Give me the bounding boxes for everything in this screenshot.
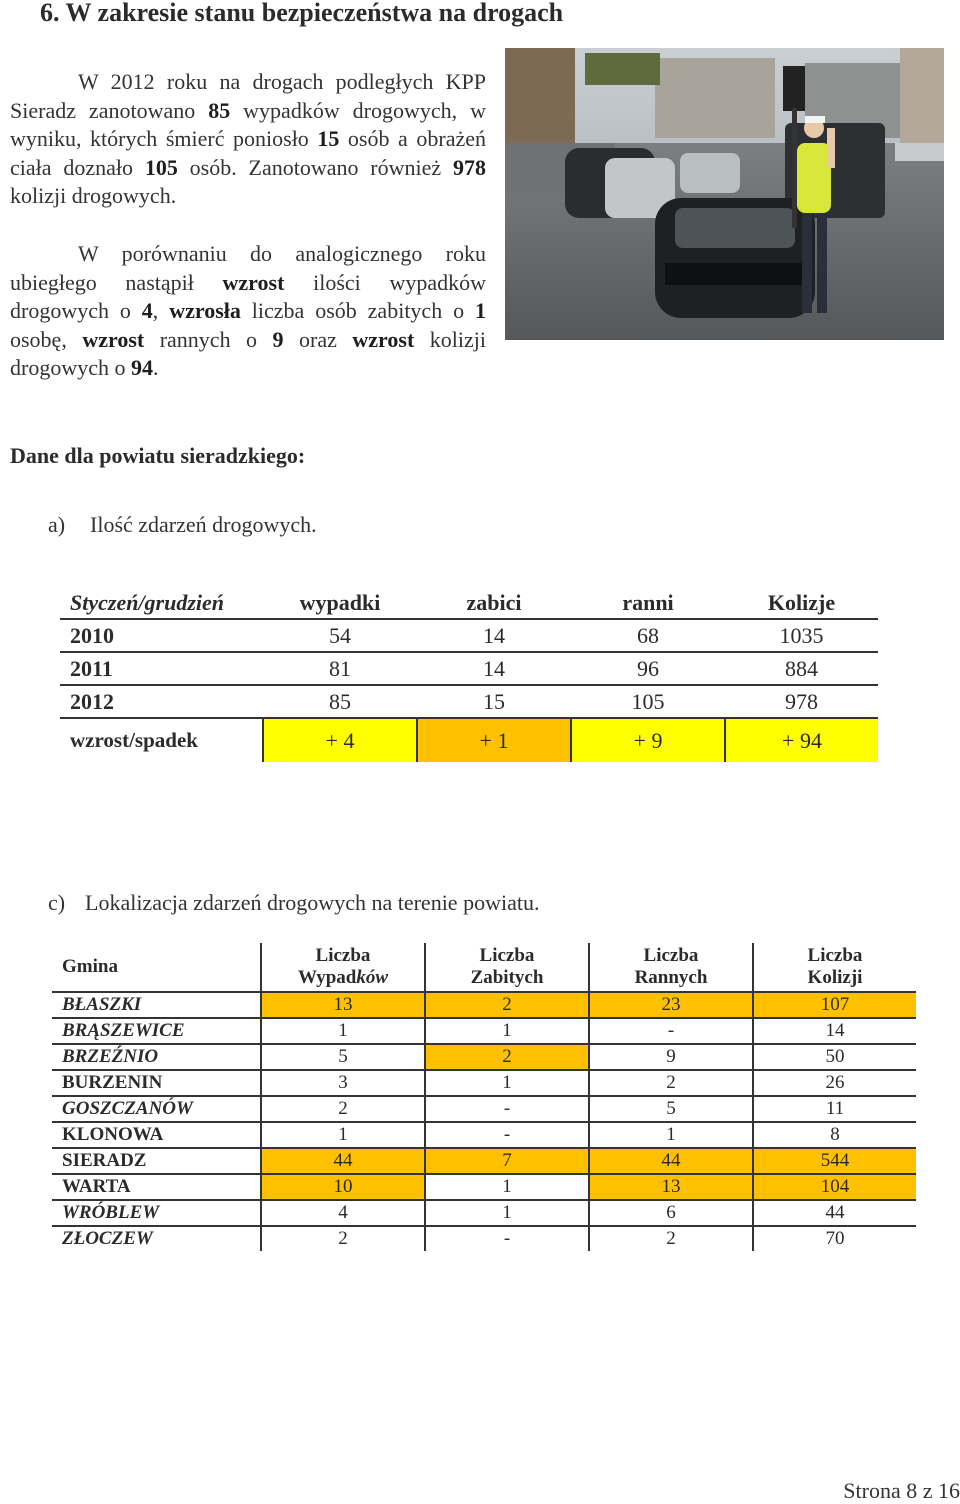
value-cell: 70: [753, 1226, 916, 1251]
table-row: [52, 1174, 916, 1200]
section-heading: 6. W zakresie stanu bezpieczeństwa na drogach: [40, 0, 564, 27]
header-injured: Liczba Rannych: [589, 943, 753, 992]
value-cell: 2: [261, 1096, 425, 1122]
value-cell: 1: [261, 1018, 425, 1044]
table-row: [52, 1148, 916, 1174]
value-cell: -: [425, 1122, 589, 1148]
table-row: [52, 1122, 916, 1148]
municipality-incidents-table: [52, 943, 916, 1251]
gmina-cell: WRÓBLEW: [52, 1200, 261, 1226]
value-cell: 14: [417, 652, 571, 685]
change-cell: + 1: [417, 718, 571, 762]
year-cell: 2010: [60, 619, 263, 652]
header-collisions: Liczba Kolizji: [753, 943, 916, 992]
value-cell: 14: [753, 1018, 916, 1044]
value-cell: 44: [261, 1148, 425, 1174]
header-killed: zabici: [417, 587, 571, 619]
table-header-row: [60, 587, 878, 619]
value-cell: 1: [425, 1018, 589, 1044]
value-cell: 1: [589, 1122, 753, 1148]
gmina-cell: ZŁOCZEW: [62, 1228, 153, 1249]
header-gmina: Gmina: [52, 943, 261, 992]
value-cell: 2: [589, 1070, 753, 1096]
value-cell: 10: [261, 1174, 425, 1200]
value-cell: 44: [589, 1148, 753, 1174]
gmina-cell: GOSZCZANÓW: [52, 1096, 261, 1122]
value-cell: 104: [753, 1174, 916, 1200]
change-cell: + 9: [571, 718, 725, 762]
change-label: wzrost/spadek: [70, 728, 198, 752]
gmina-cell: KLONOWA: [52, 1122, 261, 1148]
value-cell: 544: [753, 1148, 916, 1174]
change-cell: + 94: [725, 718, 878, 762]
value-cell: 105: [571, 685, 725, 718]
gmina-cell: SIERADZ: [52, 1148, 261, 1174]
value-cell: -: [425, 1226, 589, 1251]
table-row: [52, 1200, 916, 1226]
value-cell: 2: [425, 992, 589, 1018]
page-number: Strona 8 z 16: [843, 1478, 960, 1503]
value-cell: 85: [263, 685, 417, 718]
change-row: [60, 718, 878, 762]
value-cell: 11: [753, 1096, 916, 1122]
value-cell: 1: [425, 1200, 589, 1226]
value-cell: 2: [261, 1226, 425, 1251]
value-cell: 15: [417, 685, 571, 718]
value-cell: -: [425, 1096, 589, 1122]
change-cell: + 4: [263, 718, 417, 762]
header-period: Styczeń/grudzień: [60, 587, 263, 619]
yearly-incidents-table: [60, 587, 878, 762]
value-cell: 2: [589, 1226, 753, 1251]
header-accidents: Liczba Wypadków: [261, 943, 425, 992]
value-cell: 9: [589, 1044, 753, 1070]
header-injured: ranni: [571, 587, 725, 619]
value-cell: 884: [725, 652, 878, 685]
table-row: [52, 992, 916, 1018]
value-cell: 107: [753, 992, 916, 1018]
table-row: [52, 1070, 916, 1096]
value-cell: 23: [589, 992, 753, 1018]
list-item-c: c) Lokalizacja zdarzeń drogowych na terenie powiatu.: [48, 890, 540, 915]
value-cell: 5: [589, 1096, 753, 1122]
value-cell: 1: [425, 1174, 589, 1200]
value-cell: 7: [425, 1148, 589, 1174]
header-accidents: wypadki: [263, 587, 417, 619]
table-row: [60, 619, 878, 652]
table-row: [52, 1018, 916, 1044]
header-killed: Liczba Zabitych: [425, 943, 589, 992]
value-cell: 26: [753, 1070, 916, 1096]
value-cell: 54: [263, 619, 417, 652]
table-header-row: [52, 943, 916, 992]
value-cell: 2: [425, 1044, 589, 1070]
list-item-a: a) Ilość zdarzeń drogowych.: [48, 512, 317, 537]
value-cell: 5: [261, 1044, 425, 1070]
value-cell: 1: [425, 1070, 589, 1096]
year-cell: 2012: [60, 685, 263, 718]
value-cell: 4: [261, 1200, 425, 1226]
value-cell: 1: [261, 1122, 425, 1148]
value-cell: 81: [263, 652, 417, 685]
table-row: [52, 1226, 916, 1251]
table-row: [52, 1044, 916, 1070]
value-cell: 96: [571, 652, 725, 685]
value-cell: 68: [571, 619, 725, 652]
value-cell: 3: [261, 1070, 425, 1096]
year-cell: 2011: [60, 652, 263, 685]
table-row: [60, 685, 878, 718]
gmina-cell: BRĄSZEWICE: [52, 1018, 261, 1044]
gmina-cell: BRZEŹNIO: [52, 1044, 261, 1070]
value-cell: 44: [753, 1200, 916, 1226]
value-cell: 13: [261, 992, 425, 1018]
value-cell: 978: [725, 685, 878, 718]
table-row: [52, 1096, 916, 1122]
header-collisions: Kolizje: [725, 587, 878, 619]
gmina-cell: BŁASZKI: [52, 992, 261, 1018]
gmina-cell: WARTA: [52, 1174, 261, 1200]
traffic-police-photo: [505, 48, 944, 340]
value-cell: -: [589, 1018, 753, 1044]
comparison-paragraph: W porównaniu do analogicznego roku ubiegłego nastąpił wzrost ilości wypadków drogowych o 4, wzrosła liczba osób zabitych o 1 osobę, wzrost rannych o 9 oraz wzrost kolizji drogowych o 94.: [10, 241, 486, 381]
gmina-cell: BURZENIN: [52, 1070, 261, 1096]
value-cell: 1035: [725, 619, 878, 652]
value-cell: 6: [589, 1200, 753, 1226]
value-cell: 50: [753, 1044, 916, 1070]
value-cell: 13: [589, 1174, 753, 1200]
county-data-heading: Dane dla powiatu sieradzkiego:: [10, 443, 306, 468]
value-cell: 14: [417, 619, 571, 652]
intro-paragraph: W 2012 roku na drogach podległych KPP Sieradz zanotowano 85 wypadków drogowych, w wyniku, których śmierć poniosło 15 osób a obrażeń ciała doznało 105 osób. Zanotowano również 978 kolizji drogowych.: [10, 69, 487, 209]
table-row: [60, 652, 878, 685]
value-cell: 8: [753, 1122, 916, 1148]
